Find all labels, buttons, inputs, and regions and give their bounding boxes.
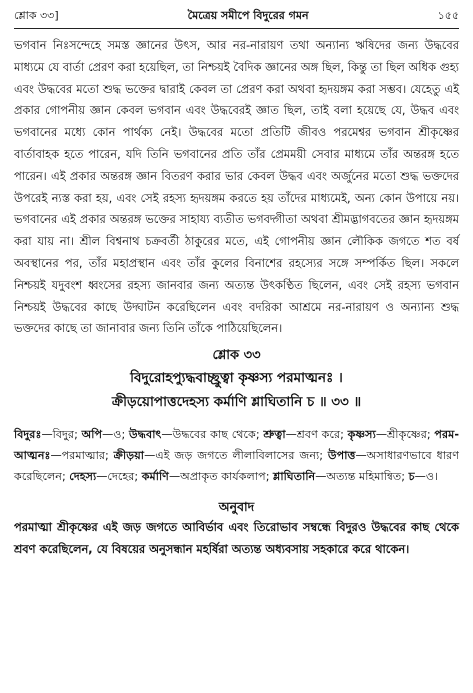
synonyms-section: [14, 424, 459, 487]
synonym-meaning: শ্রবণ করে;: [296, 428, 348, 442]
synonym-dash: —: [315, 470, 327, 484]
synonym-meaning: পরমাত্মার;: [61, 449, 114, 463]
synonym-meaning: অপ্রাকৃত কার্যকলাপ;: [180, 470, 274, 484]
synonym-meaning: উদ্ধবের কাছ থেকে;: [172, 428, 264, 442]
synonym-term: চ: [408, 470, 415, 484]
synonym-term: শ্রুত্বা: [263, 428, 286, 442]
synonym-meaning: শ্রীকৃষ্ণের;: [387, 428, 435, 442]
synonym-dash: —: [355, 449, 367, 463]
synonym-term: উদ্ধবাৎ: [129, 428, 162, 442]
synonym-dash: —: [96, 470, 108, 484]
synonym-term: উপাত্ত: [327, 449, 356, 463]
translation-text: পরমাত্মা শ্রীকৃষ্ণের এই জড় জগতে আবির্ভাব এবং তিরোভাব সম্বন্ধে বিদুরও উদ্ধবের কাছ থেকে শ্রবণ করেছিলেন, যে বিষয়ের অনুসন্ধান মহর্ষিরা অত্যন্ত অধ্যবসায় সহকারে করে থাকেন।: [14, 520, 459, 556]
translation-title: অনুবাদ: [218, 499, 255, 515]
verse-line-2: ক্রীড়য়োপাত্তদেহস্য কর্মাণি শ্লাঘিতানি চ ॥ ৩৩ ॥: [111, 394, 362, 411]
synonym-dash: —: [161, 428, 173, 442]
page-number: ১৫৫: [437, 8, 459, 22]
header-chapter-title: মৈত্রেয় সমীপে বিদুরের গমন: [187, 8, 309, 22]
synonym-meaning: অসাধারণভাবে ধারণ করেছিলেন;: [14, 449, 459, 484]
synonym-dash: —: [102, 428, 114, 442]
synonym-meaning: ও।: [425, 470, 439, 484]
synonym-dash: —: [414, 470, 426, 484]
synonym-dash: —: [144, 449, 156, 463]
synonym-term: ক্রীড়য়া: [113, 449, 145, 463]
synonym-term: বিদুরঃ: [14, 428, 42, 442]
synonym-dash: —: [285, 428, 297, 442]
commentary-section: [14, 35, 459, 340]
synonym-meaning: বিদুর;: [52, 428, 82, 442]
synonym-term: দেহস্য: [69, 470, 97, 484]
synonym-term: কৃষ্ণস্য: [347, 428, 376, 442]
synonym-term: অপি: [81, 428, 103, 442]
synonym-dash: —: [50, 449, 62, 463]
header-divider: [14, 28, 459, 29]
synonym-dash: —: [41, 428, 53, 442]
synonym-meaning: এই জড় জগতে লীলাবিলাসের জন্য;: [155, 449, 328, 463]
synonym-meaning: দেহের;: [107, 470, 142, 484]
synonym-dash: —: [168, 470, 181, 484]
page-header: [14, 6, 459, 26]
synonym-meaning: ও;: [113, 428, 130, 442]
synonym-term: কর্মাণি: [141, 470, 169, 484]
verse-line-1: বিদুরোহপ্যুদ্ধবাচ্ছ্রুত্বা কৃষ্ণস্য পরমাত্মনঃ ।: [130, 370, 343, 387]
synonym-term: শ্লাঘিতানি: [273, 470, 316, 484]
synonym-term: পরম-আত্মনঃ: [14, 428, 459, 463]
synonym-dash: —: [375, 428, 388, 442]
synonym-meaning: অত্যন্ত মহিমান্বিত;: [326, 470, 409, 484]
header-verse-ref: শ্লোক ৩৩]: [14, 8, 59, 22]
commentary-paragraph: ভগবান নিঃসন্দেহে সমস্ত জ্ঞানের উৎস, আর নর-নারায়ণ তথা অন্যান্য ঋষিদের জন্য উদ্ধবের মাধ্যমে যে বার্তা প্রেরণ করা হয়েছিল, তা নিশ্চয়ই বৈদিক জ্ঞানের অঙ্গ ছিল, কিন্তু তা ছিল অধিক গুহ্য এবং উদ্ধবের মতো শুদ্ধ ভক্তের দ্বারাই কেবল তা প্রেরণ করা অথবা হৃদয়ঙ্গম করা সম্ভব। যেহেতু এই প্রকার গোপনীয় জ্ঞান কেবল ভগবান এবং উদ্ধবেরই জ্ঞাত ছিল, তাই বলা হয়েছে যে, উদ্ধব এবং ভগবানের মধ্যে কোন পার্থক্য নেই। উদ্ধবের মতো প্রতিটি জীবও পরমেশ্বর ভগবান শ্রীকৃষ্ণের বার্তাবাহক হতে পারেন, যদি তিনি ভগবানের প্রতি তাঁর প্রেমময়ী সেবার মাধ্যমে তাঁর অন্তরঙ্গ হতে পারেন। এই প্রকার অন্তরঙ্গ জ্ঞান বিতরণ করার ভার কেবল উদ্ধব এবং অর্জুনের মতো শুদ্ধ ভক্তদের উপরেই ন্যস্ত করা হয়, এবং সেই রহস্য হৃদয়ঙ্গম করতে হয় তাঁদের মাধ্যমেই, অন্য কোন উপায়ে নয়। ভগবানের এই প্রকার অন্তরঙ্গ ভক্তের সাহায্য ব্যতীত ভগবদ্গীতা অথবা শ্রীমদ্ভাগবতের জ্ঞান হৃদয়ঙ্গম করা যায় না। শ্রীল বিশ্বনাথ চক্রবর্তী ঠাকুরের মতে, এই গোপনীয় জ্ঞান লৌকিক জগতে শত বর্ষ অবস্থানের পর, তাঁর মহাপ্রস্থান এবং তাঁর কুলের বিনাশের রহস্যের সঙ্গে সম্পর্কিত ছিল। সকলে নিশ্চয়ই যদুবংশ ধ্বংসের রহস্য জানবার জন্য অত্যন্ত উৎকণ্ঠিত ছিলেন, এবং সেই রহস্য ভগবান নিশ্চয়ই উদ্ধবের কাছে উদ্ঘাটন করেছিলেন এবং বদরিকা আশ্রমে নর-নারায়ণ ও অন্যান্য শুদ্ধ ভক্তদের কাছে তা জানাবার জন্য তিনি তাঁকে পাঠিয়েছিলেন।: [14, 38, 459, 336]
verse-label: শ্লোক ৩৩: [212, 348, 261, 364]
translation-section: [14, 517, 459, 560]
